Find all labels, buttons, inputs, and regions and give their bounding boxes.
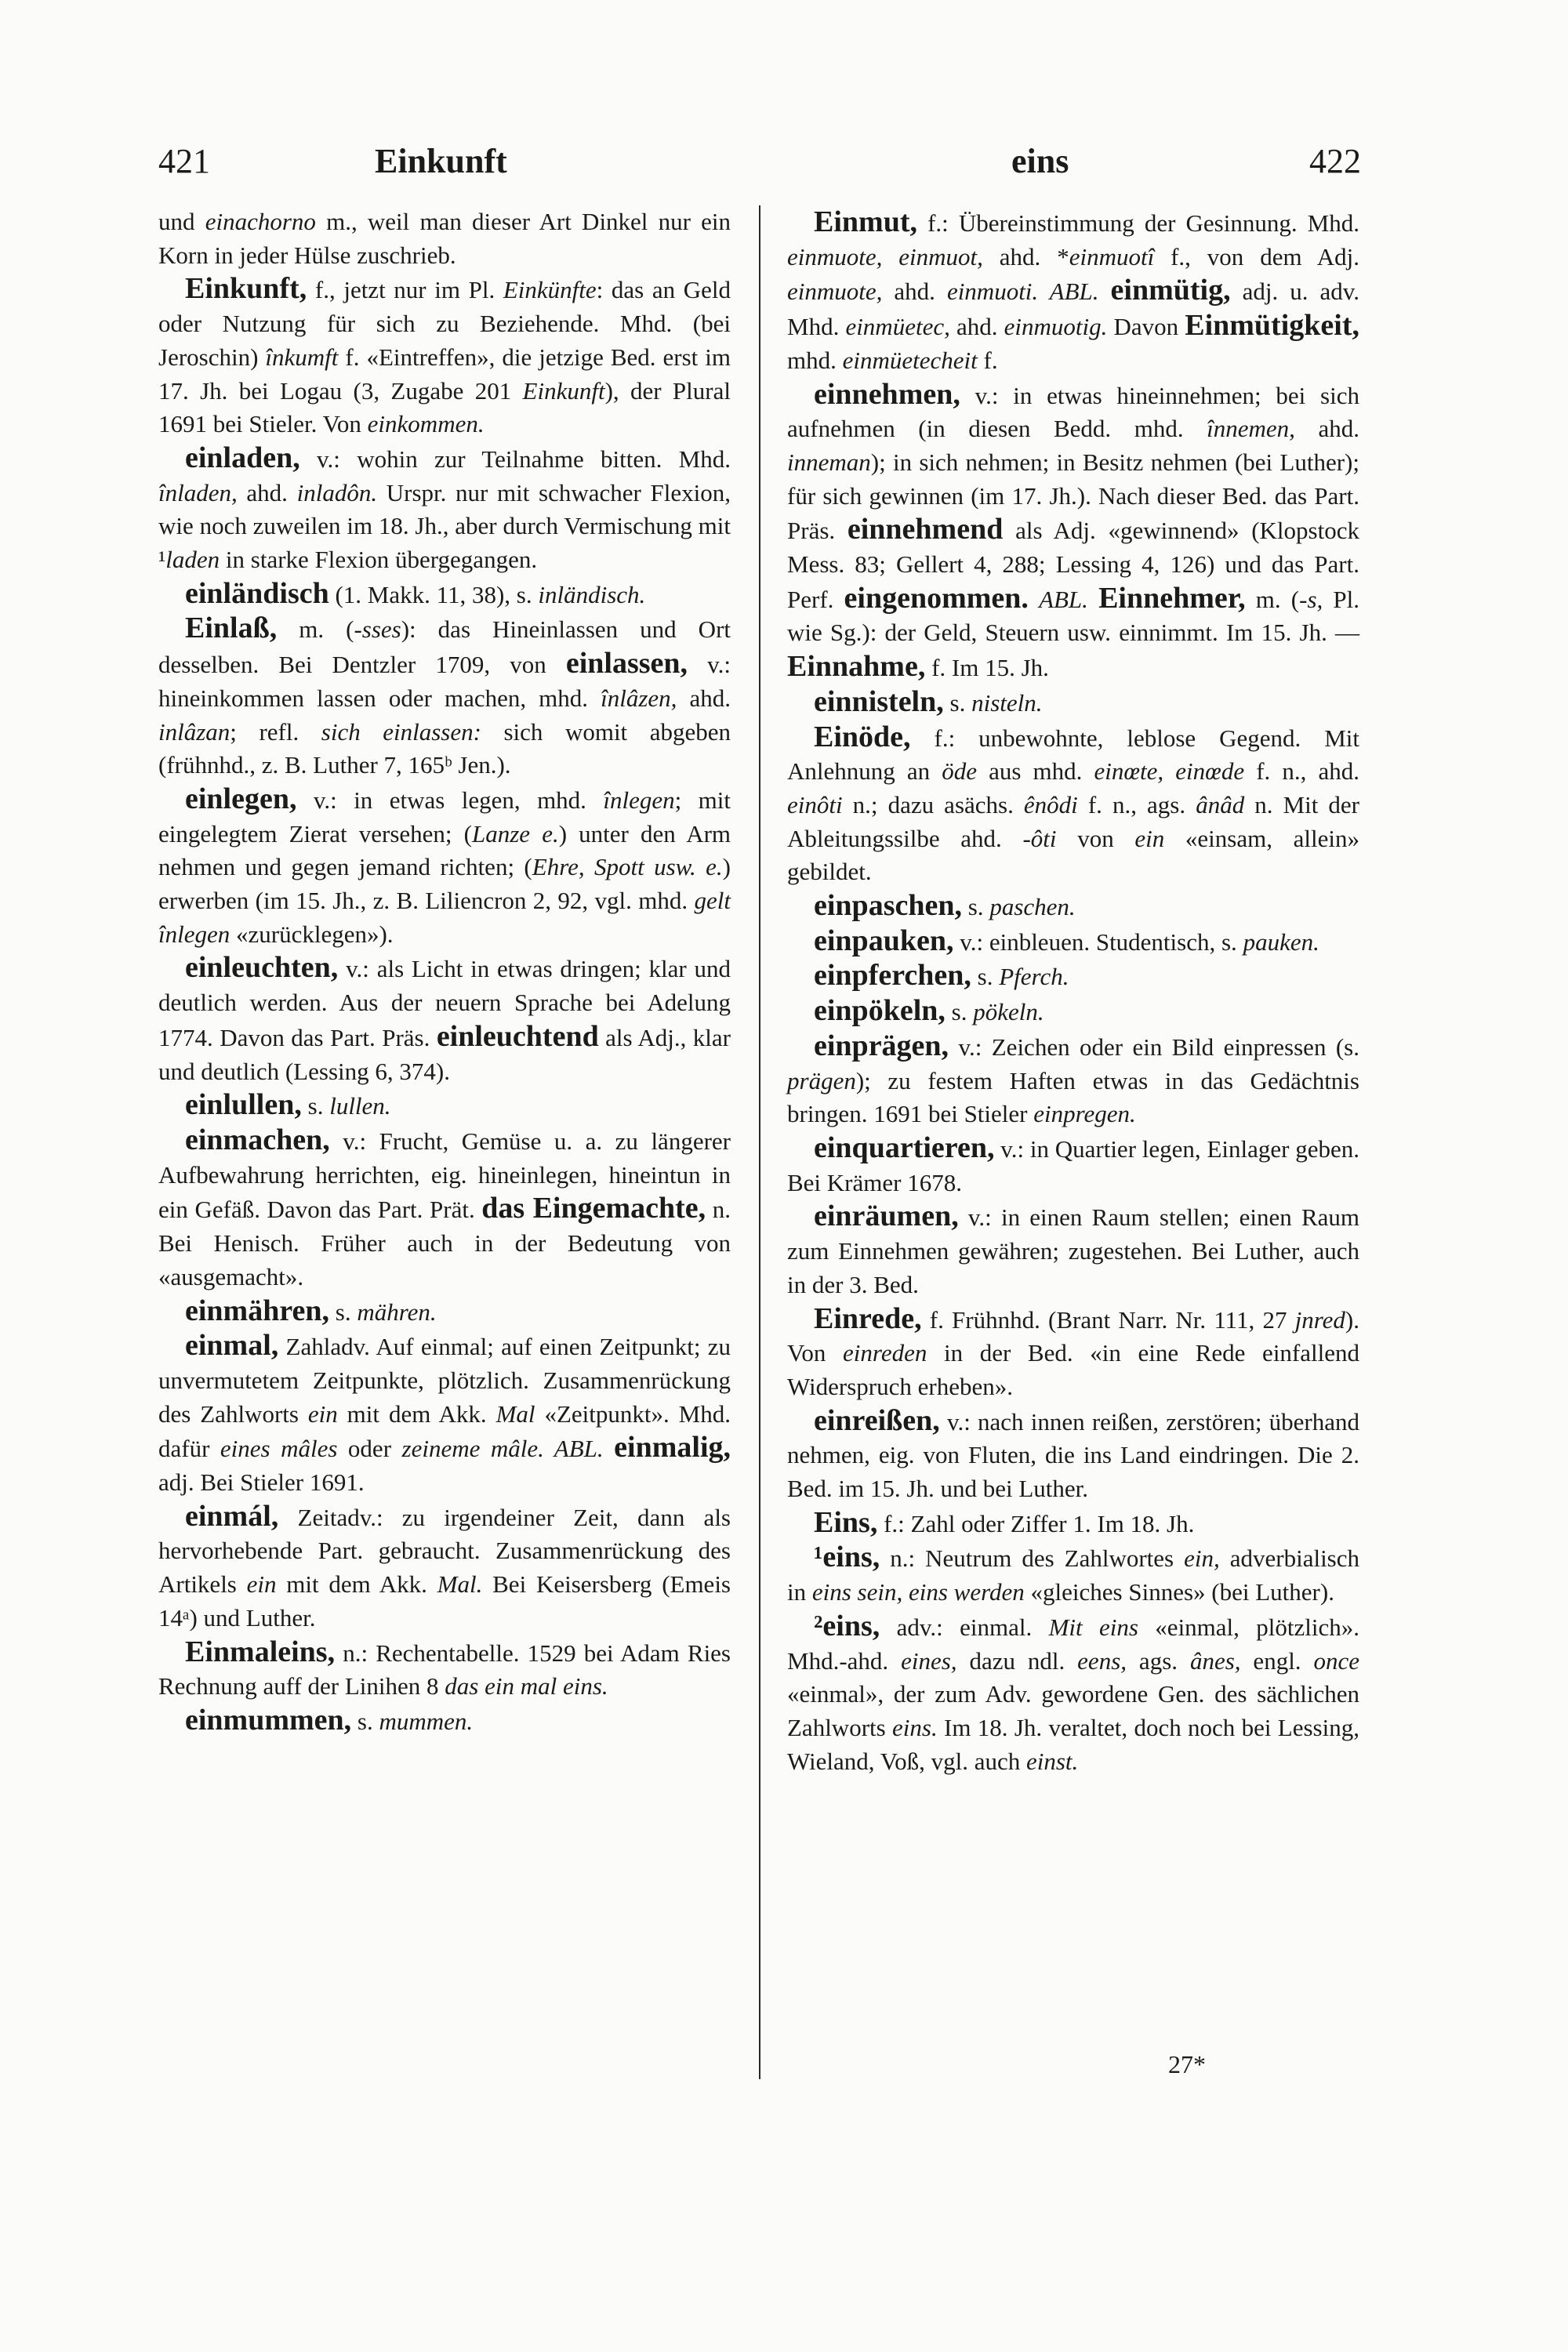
entry-text: «einsam, allein» gebildet. <box>787 824 1359 886</box>
dictionary-entry <box>158 1123 731 1294</box>
headword: Einlaß, <box>185 612 278 645</box>
dictionary-entry <box>787 959 1359 994</box>
italic-text: einachorno <box>205 208 316 235</box>
page-number-right: 422 <box>1309 142 1361 180</box>
entry-text: Im 18. Jh. veraltet, doch noch bei Lessing, Wieland, Voß, vgl. auch <box>787 1713 1359 1775</box>
headword: einpauken, <box>814 924 954 957</box>
entry-text: oder <box>337 1435 402 1463</box>
italic-text: înkumft <box>265 343 339 371</box>
italic-text: -ôti <box>1022 824 1057 852</box>
headword: einmähren, <box>185 1294 330 1327</box>
dictionary-entry <box>158 205 731 272</box>
entry-text: engl. <box>1240 1646 1314 1675</box>
entry-text: Zeitadv.: zu irgendeiner Zeit, dann als hervorhebende Part. gebraucht. Zusammenrückung des Artikels <box>158 1503 731 1599</box>
italic-text: einœte, einœde <box>1094 757 1245 786</box>
entry-text: mhd. <box>787 346 843 374</box>
headword: einpökeln, <box>814 994 946 1028</box>
dictionary-entry <box>787 1029 1359 1131</box>
headword: einladen, <box>185 441 300 474</box>
entry-text: Bei Keisersberg (Emeis 14ᵃ) und Luther. <box>158 1570 731 1632</box>
entry-text: dazu ndl. <box>956 1646 1078 1675</box>
italic-text: ein <box>246 1570 277 1599</box>
dictionary-entry <box>787 205 1359 378</box>
dictionary-entry <box>158 1704 731 1739</box>
entry-text: ): das Hineinlassen und Ort desselben. Bei Dentzler 1709, von <box>158 615 731 679</box>
left-column <box>158 205 731 1739</box>
entry-text: ), der Plural 1691 bei Stieler. Von <box>158 376 731 438</box>
italic-text: ein <box>1134 824 1165 852</box>
entry-text: f. n., ags. <box>1077 790 1196 818</box>
dictionary-entry <box>158 782 731 952</box>
dictionary-entry <box>787 1131 1359 1200</box>
headword: Eins, <box>814 1505 878 1539</box>
italic-text: ein, <box>1184 1544 1220 1573</box>
entry-text: ahd. * <box>982 242 1069 270</box>
entry-text: Pl. wie Sg.): der Geld, Steuern usw. einnimmt. Im 15. Jh. — <box>787 585 1360 647</box>
dictionary-entry <box>787 889 1359 924</box>
entry-text <box>1099 278 1111 305</box>
dictionary-entry <box>158 1294 731 1330</box>
entry-text: v.: einbleuen. Studentisch, s. <box>953 927 1243 956</box>
italic-text: mähren. <box>357 1298 437 1326</box>
italic-text: einmuotig. <box>1004 313 1108 341</box>
italic-text: Mal. <box>437 1570 483 1599</box>
headword: einmachen, <box>185 1123 330 1156</box>
entry-text: f. n., ahd. <box>1244 757 1359 786</box>
dictionary-entry <box>787 1506 1359 1541</box>
entry-text: n.: Rechentabelle. 1529 bei Adam Ries Rechnung auff der Linihen 8 <box>158 1639 731 1700</box>
headword: einleuchten, <box>185 951 339 985</box>
headword: einlassen, <box>565 647 688 681</box>
entry-text: und <box>158 208 205 235</box>
italic-text: înlegen <box>603 786 675 814</box>
headword: einpaschen, <box>814 889 962 923</box>
entry-text: s. <box>329 1298 358 1326</box>
italic-text: einreden <box>843 1339 927 1367</box>
entry-text: m., weil man dieser Art Dinkel nur ein Korn in jeder Hülse zuschrieb. <box>158 208 731 269</box>
dictionary-entry <box>787 994 1359 1029</box>
entry-text: f., von dem Adj. <box>1154 242 1359 270</box>
page-number-left: 421 <box>158 142 210 180</box>
italic-text: înladen, <box>158 478 238 506</box>
italic-text: eens, <box>1077 1646 1127 1675</box>
running-title-left: Einkunft <box>375 142 507 180</box>
entry-text: m. ( <box>1245 585 1300 613</box>
entry-text: v.: hineinkommen lassen oder machen, mhd. <box>158 651 731 712</box>
italic-text: jnred <box>1294 1305 1345 1334</box>
entry-text: mit dem Akk. <box>276 1570 437 1599</box>
entry-text: ) erwerben (im 15. Jh., z. B. Liliencron 2, 92, vgl. mhd. <box>158 853 731 915</box>
italic-text: gelt înlegen <box>158 887 731 948</box>
right-column <box>787 205 1359 1778</box>
italic-text: ênôdi <box>1023 790 1078 818</box>
headword: einmütig, <box>1110 274 1231 307</box>
signature-mark: 27* <box>1168 2050 1206 2078</box>
entry-text: ); zu festem Haften etwas in das Gedächtnis bringen. 1691 bei Stieler <box>787 1066 1359 1128</box>
entry-text: f. Frühnhd. (Brant Narr. Nr. 111, 27 <box>921 1305 1295 1334</box>
italic-text: paschen. <box>989 893 1076 921</box>
italic-text: ânâd <box>1196 790 1245 818</box>
italic-text: prägen <box>787 1066 856 1094</box>
headword: Einnahme, <box>787 650 926 684</box>
entry-text: ) unter den Arm nehmen und gegen jemand richten; ( <box>158 819 731 881</box>
entry-text: s. <box>945 998 974 1026</box>
italic-text: inneman <box>787 448 871 476</box>
entry-text: f. <box>977 346 998 374</box>
headword: einreißen, <box>814 1403 940 1437</box>
entry-text: n.; dazu asächs. <box>842 790 1024 818</box>
entry-text: «zurücklegen»). <box>230 920 394 948</box>
headword: einprägen, <box>814 1029 949 1062</box>
italic-text: Ehre, Spott usw. e. <box>532 853 723 881</box>
headword: einquartieren, <box>814 1131 995 1164</box>
headword: Einmaleins, <box>185 1635 336 1668</box>
italic-text: -s, <box>1299 585 1323 613</box>
entry-text: v.: in Quartier legen, Einlager geben. Bei Krämer 1678. <box>787 1134 1359 1196</box>
entry-text: Urspr. nur mit schwacher Flexion, wie noch zuweilen im 18. Jh., aber durch Vermischung mit ¹ <box>158 478 731 574</box>
italic-text: eines, <box>901 1646 957 1675</box>
entry-text: adverbialisch in <box>787 1544 1359 1606</box>
entry-text: adj. u. adv. Mhd. <box>787 278 1359 341</box>
entry-text: «einmal, plötzlich». Mhd.-ahd. <box>787 1613 1359 1675</box>
italic-text: sich einlassen: <box>321 717 481 746</box>
entry-text: s. <box>961 893 990 921</box>
entry-text: Davon <box>1107 313 1185 341</box>
entry-text: v.: Zeichen oder ein Bild einpressen (s. <box>949 1033 1359 1061</box>
italic-text: nisteln. <box>971 688 1043 717</box>
dictionary-entry <box>787 1541 1359 1609</box>
entry-text: adv.: einmal. <box>880 1613 1049 1641</box>
dictionary-entry <box>158 577 731 612</box>
running-header <box>0 138 1568 193</box>
dictionary-entry <box>787 685 1359 720</box>
italic-text: înlâzen, <box>601 684 677 712</box>
entry-text: adj. Bei Stieler 1691. <box>158 1468 365 1497</box>
headword: einnehmen, <box>814 377 960 411</box>
italic-text: Mit eins <box>1048 1613 1138 1641</box>
entry-text: als Adj., klar und deutlich (Lessing 6, 374). <box>158 1023 731 1085</box>
entry-text: s. <box>943 688 972 717</box>
entry-text <box>1088 586 1098 613</box>
entry-text: als Adj. «gewinnend» (Klopstock Mess. 83; Gellert 4, 288; Lessing 4, 126) und das Part. Perf. <box>787 517 1359 613</box>
entry-text: n. Mit der Ableitungssilbe ahd. <box>787 790 1359 852</box>
italic-text: einmuote, einmuot, <box>787 242 983 270</box>
italic-text: once <box>1313 1646 1360 1675</box>
headword: Einmut, <box>814 205 917 238</box>
entry-text: n.: Neutrum des Zahlwortes <box>880 1544 1185 1573</box>
dictionary-entry <box>158 1088 731 1123</box>
entry-text: f.: Zahl oder Ziffer 1. Im 18. Jh. <box>877 1509 1195 1537</box>
entry-text: in starke Flexion übergegangen. <box>220 546 538 574</box>
italic-text: inlâzan <box>158 717 230 746</box>
dictionary-entry <box>158 951 731 1088</box>
dictionary-entry <box>787 1302 1359 1404</box>
headword: Einöde, <box>814 720 911 753</box>
headword: ²eins, <box>814 1609 880 1642</box>
entry-text: s. <box>971 963 1000 991</box>
italic-text: inländisch. <box>538 580 646 608</box>
entry-text: in der Bed. «in eine Rede einfallend Widerspruch erheben». <box>787 1339 1359 1400</box>
entry-text: (1. Makk. 11, 38), s. <box>328 580 539 608</box>
entry-text: f. Im 15. Jh. <box>925 654 1049 682</box>
entry-text: f.: unbewohnte, leblose Gegend. Mit Anlehnung an <box>787 724 1359 786</box>
italic-text: einmüetecheit <box>842 346 978 374</box>
italic-text: einst. <box>1025 1747 1079 1775</box>
entry-text: ; mit eingelegtem Zierat versehen; ( <box>158 786 731 848</box>
entry-text: v.: in einen Raum stellen; einen Raum zum Einnehmen gewähren; zugestehen. Bei Luther, auch in der 3. Bed. <box>787 1203 1359 1298</box>
entry-text: v.: in etwas hineinnehmen; bei sich aufnehmen (in diesen Bedd. mhd. <box>787 381 1359 443</box>
column-divider <box>759 205 760 2079</box>
entry-text: v.: nach innen reißen, zerstören; überhand nehmen, eig. von Fluten, die ins Land eindringen. Die 2. Bed. im 15. Jh. und bei Luther. <box>787 1407 1359 1503</box>
italic-text: das ein mal eins. <box>445 1672 608 1700</box>
italic-text: laden <box>165 546 220 574</box>
entry-text: sich womit abgeben (frühnhd., z. B. Luther 7, 165ᵇ Jen.). <box>158 717 731 779</box>
italic-text: Einkunft <box>522 376 605 405</box>
headword: einmalig, <box>614 1431 731 1465</box>
entry-text: : das an Geld oder Nutzung für sich zu Beziehende. Mhd. (bei Jeroschin) <box>158 276 731 371</box>
dictionary-entry <box>158 272 731 441</box>
dictionary-entry <box>158 1329 731 1500</box>
entry-text: s. <box>301 1092 330 1120</box>
entry-text: ahd. <box>882 278 947 306</box>
italic-text: einmuotî <box>1069 242 1155 270</box>
headword: einnehmend <box>847 513 1004 546</box>
italic-text: pökeln. <box>973 998 1044 1026</box>
dictionary-entry <box>158 1635 731 1704</box>
italic-text: öde <box>942 757 977 786</box>
entry-text: f.: Übereinstimmung der Gesinnung. Mhd. <box>916 209 1359 237</box>
italic-text: mummen. <box>379 1707 474 1735</box>
dictionary-entry <box>787 378 1359 685</box>
dictionary-entry <box>158 441 731 577</box>
entry-text: f., jetzt nur im Pl. <box>307 276 503 304</box>
running-title-right: eins <box>1011 142 1069 180</box>
italic-text: ABL. <box>1039 585 1088 613</box>
entry-text: ahd. <box>677 684 731 712</box>
entry-text: mit dem Akk. <box>337 1399 496 1428</box>
italic-text: Einkünfte <box>503 276 597 304</box>
dictionary-entry <box>158 1500 731 1635</box>
entry-text: ; refl. <box>230 717 321 746</box>
entry-text: v.: als Licht in etwas dringen; klar und deutlich werden. Aus der neuern Sprache bei Adelung 1774. Davon das Part. Präs. <box>158 955 731 1051</box>
headword: einlegen, <box>185 782 297 815</box>
headword: einmummen, <box>185 1703 352 1737</box>
entry-text: von <box>1056 824 1135 852</box>
headword: eingenommen. <box>844 581 1029 615</box>
italic-text: pauken. <box>1243 927 1319 956</box>
entry-text: v.: in etwas legen, mhd. <box>296 786 604 814</box>
entry-text: Zahladv. Auf einmal; auf einen Zeitpunkt; zu unvermutetem Zeitpunkte, plötzlich. Zusammenrückung des Zahlworts <box>158 1333 731 1428</box>
italic-text: einôti <box>787 790 843 818</box>
italic-text: ein <box>307 1399 338 1428</box>
headword: Einkunft, <box>185 272 307 306</box>
dictionary-entry <box>787 1404 1359 1506</box>
entry-text: v.: wohin zur Teilnahme bitten. Mhd. <box>299 445 731 473</box>
entry-text <box>1029 586 1039 613</box>
entry-text: «gleiches Sinnes» (bei Luther). <box>1024 1578 1334 1606</box>
entry-text: «einmal», der zum Adv. gewordene Gen. des sächlichen Zahlworts <box>787 1680 1359 1741</box>
headword: ¹eins, <box>814 1541 880 1574</box>
entry-text: f. «Eintreffen», die jetzige Bed. erst im 17. Jh. bei Logau (3, Zugabe 201 <box>158 343 731 405</box>
italic-text: inladôn. <box>296 478 378 506</box>
italic-text: eins. <box>892 1713 938 1741</box>
italic-text: einkommen. <box>367 410 485 438</box>
entry-text: ahd. <box>1294 415 1359 443</box>
entry-text: m. ( <box>277 615 354 644</box>
headword: einpferchen, <box>814 959 971 993</box>
headword: Einmütigkeit, <box>1185 309 1359 343</box>
headword: einräumen, <box>814 1200 959 1233</box>
entry-text: ); in sich nehmen; in Besitz nehmen (bei Luther); für sich gewinnen (im 17. Jh.). Nach dieser Bed. das Part. Präs. <box>787 448 1359 545</box>
dictionary-entry <box>787 720 1359 890</box>
entry-text: s. <box>351 1707 379 1735</box>
italic-text: eins sein, eins werden <box>811 1578 1025 1606</box>
italic-text: einpregen. <box>1033 1100 1136 1128</box>
headword: einmal, <box>185 1329 279 1363</box>
entry-text: ahd. <box>949 313 1004 341</box>
italic-text: înnemen, <box>1207 415 1295 443</box>
italic-text: zeineme mâle. ABL. <box>401 1435 604 1463</box>
italic-text: einmuoti. ABL. <box>946 278 1099 306</box>
entry-text: ). Von <box>787 1305 1359 1367</box>
headword: Einnehmer, <box>1098 581 1246 615</box>
headword: Einrede, <box>814 1301 922 1335</box>
entry-text: «Zeitpunkt». Mhd. dafür <box>158 1399 731 1463</box>
italic-text: ânes, <box>1189 1646 1241 1675</box>
entry-text: n. Bei Henisch. Früher auch in der Bedeutung von «ausgemacht». <box>158 1196 731 1290</box>
italic-text: lullen. <box>329 1092 391 1120</box>
entry-text <box>604 1435 615 1462</box>
italic-text: einmüetec, <box>845 313 950 341</box>
italic-text: Pferch. <box>999 963 1069 991</box>
headword: einnisteln, <box>814 684 944 718</box>
entry-text: v.: Frucht, Gemüse u. a. zu längerer Aufbewahrung herrichten, eig. hineinlegen, hineintun in ein Gefäß. Davon das Part. Prät. <box>158 1127 731 1224</box>
italic-text: einmuote, <box>787 278 883 306</box>
italic-text: eines mâles <box>220 1435 338 1463</box>
dictionary-entry <box>787 1200 1359 1301</box>
headword: einmál, <box>185 1499 279 1533</box>
headword: einleuchtend <box>436 1019 599 1053</box>
italic-text: -sses <box>354 615 401 644</box>
entry-text: ags. <box>1127 1646 1190 1675</box>
dictionary-entry <box>787 1610 1359 1779</box>
italic-text: Lanze e. <box>472 819 559 848</box>
dictionary-entry <box>158 612 731 782</box>
headword: das Eingemachte, <box>481 1192 706 1225</box>
dictionary-entry <box>787 924 1359 960</box>
headword: einlullen, <box>185 1088 302 1122</box>
italic-text: Mal <box>495 1399 535 1428</box>
entry-text: ahd. <box>237 478 297 506</box>
headword: einländisch <box>185 576 329 610</box>
entry-text: aus mhd. <box>977 757 1094 786</box>
